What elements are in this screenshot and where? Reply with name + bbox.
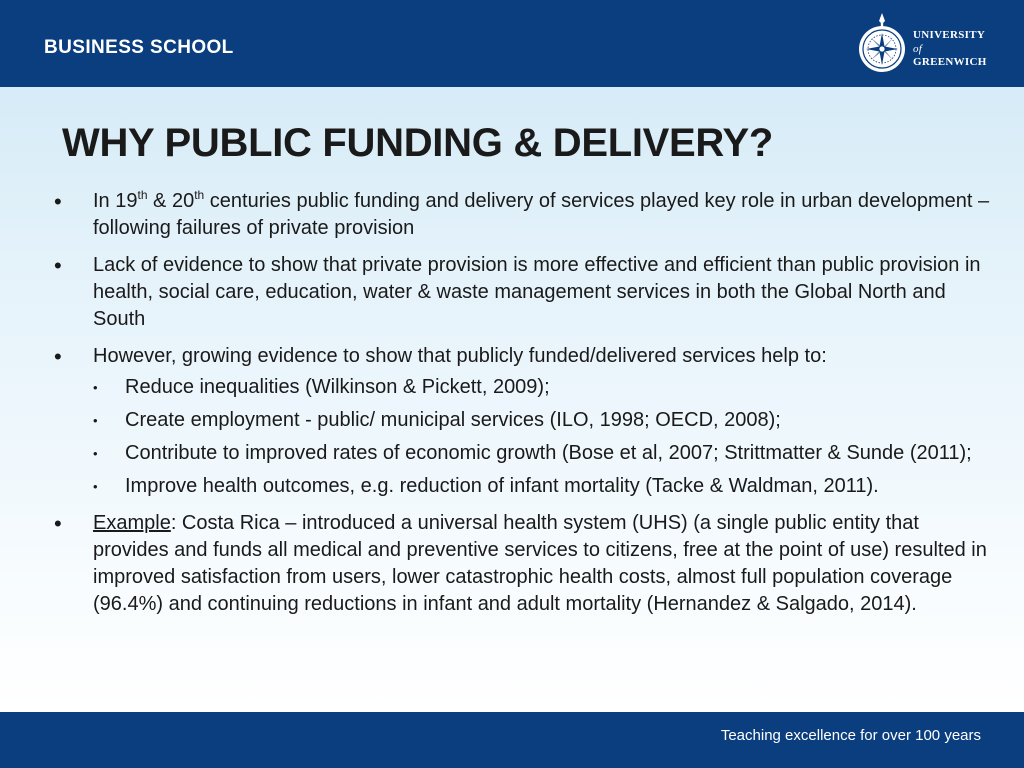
- sub-bullet-text: Reduce inequalities (Wilkinson & Pickett, 2009);: [125, 376, 550, 398]
- bullet-text: However, growing evidence to show that publicly funded/delivered services help to:: [93, 345, 827, 367]
- footer-bar: [0, 712, 1024, 768]
- bullet-marker: •: [54, 344, 62, 369]
- bullet-item-example: [50, 510, 1000, 618]
- sub-bullet-marker: •: [93, 413, 98, 428]
- sub-bullet-list: [93, 374, 1000, 500]
- bullet-item-evidence-lack: [50, 252, 1000, 333]
- slide-title: WHY PUBLIC FUNDING & DELIVERY?: [62, 121, 774, 165]
- bullet-marker: •: [54, 511, 62, 536]
- sub-bullet-text: Improve health outcomes, e.g. reduction of infant mortality (Tacke & Waldman, 2011).: [125, 475, 879, 497]
- footer-tagline: Teaching excellence for over 100 years: [720, 727, 981, 744]
- bullet-marker: •: [54, 253, 62, 278]
- logo-line-university: UNIVERSITY: [913, 29, 986, 41]
- bullet-text: & 20: [147, 190, 195, 212]
- superscript-th: th: [137, 188, 148, 202]
- sub-bullet-marker: •: [93, 479, 98, 494]
- sub-bullet-item: [93, 440, 1000, 467]
- sub-bullet-item: [93, 407, 1000, 434]
- logo-line-greenwich: GREENWICH: [913, 56, 987, 68]
- compass-crest-icon: [857, 12, 907, 76]
- bullet-text: Lack of evidence to show that private provision is more effective and efficient than public provision in health, social care, education, water & waste management services in both the Global North and South: [93, 254, 981, 330]
- bullet-marker: •: [54, 189, 62, 214]
- logo-line-of: of: [913, 42, 923, 55]
- business-school-label: BUSINESS SCHOOL: [44, 37, 234, 58]
- slide-body: [50, 188, 1000, 628]
- header-bar: [0, 0, 1024, 87]
- bullet-item-growing-evidence: [50, 343, 1000, 500]
- sub-bullet-marker: •: [93, 380, 98, 395]
- example-label: Example: [93, 512, 171, 534]
- university-name: [913, 29, 987, 70]
- bullet-text: In 19: [93, 190, 138, 212]
- sub-bullet-text: Create employment - public/ municipal services (ILO, 1998; OECD, 2008);: [125, 409, 781, 431]
- sub-bullet-item: [93, 374, 1000, 401]
- bullet-text: : Costa Rica – introduced a universal health system (UHS) (a single public entity that provides and funds all medical and preventive services to citizens, free at the point of use) resulted in improved satisfaction from users, lower catastrophic health costs, almost full population coverage (96.4%) and continuing reductions in infant and adult mortality (Hernandez & Salgado, 2014).: [93, 512, 987, 615]
- superscript-th: th: [194, 188, 205, 202]
- university-logo: [857, 12, 997, 76]
- sub-bullet-text: Contribute to improved rates of economic growth (Bose et al, 2007; Strittmatter & Sunde (2011);: [125, 442, 972, 464]
- sub-bullet-item: [93, 473, 1000, 500]
- bullet-text: centuries public funding and delivery of services played key role in urban development – following failures of private provision: [93, 190, 990, 239]
- bullet-item-history: [50, 188, 1000, 242]
- sub-bullet-marker: •: [93, 446, 98, 461]
